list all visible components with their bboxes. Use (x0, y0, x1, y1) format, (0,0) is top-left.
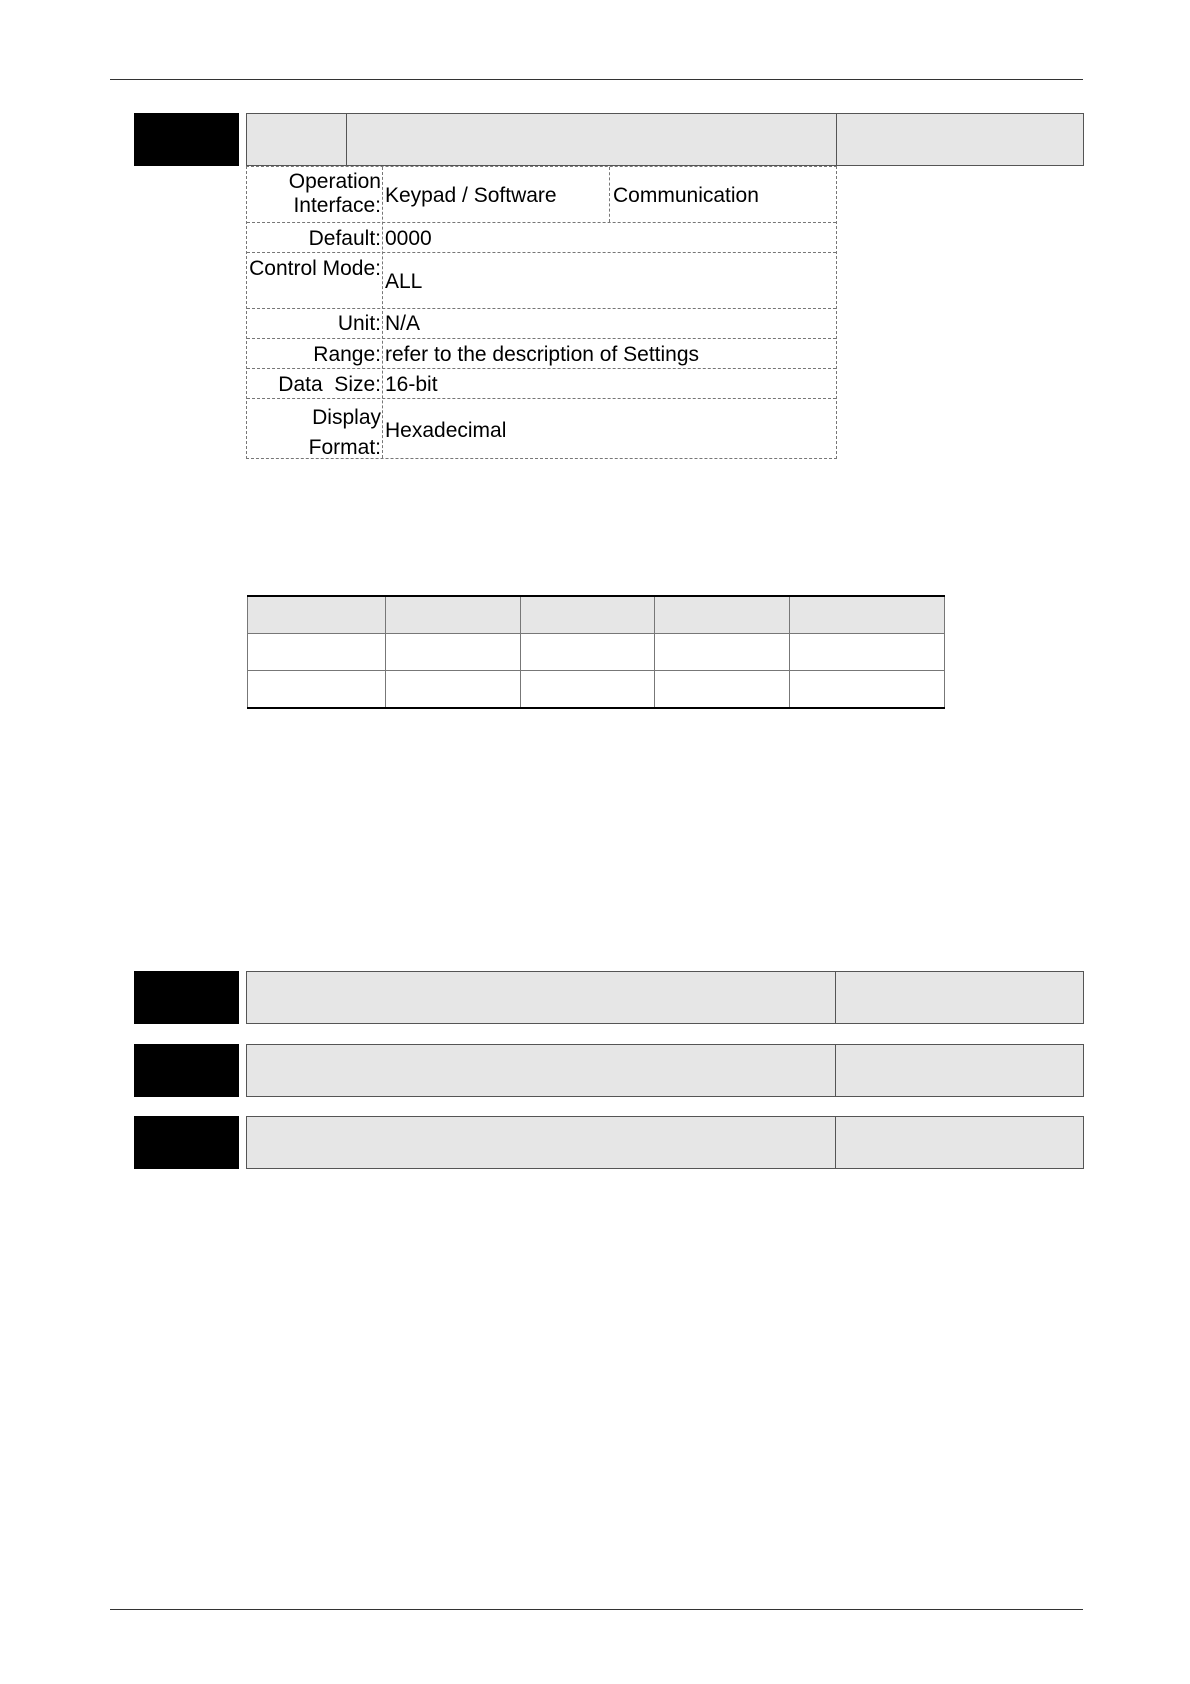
header-divider-4a (835, 1116, 836, 1169)
grid-cell (385, 634, 520, 671)
grid-cell (520, 634, 655, 671)
operation-interface-value-communication: Communication (613, 184, 759, 207)
display-format-label: Display Format: (308, 406, 381, 459)
row-data-size (247, 368, 836, 398)
grid-row (248, 671, 945, 709)
grid-row (248, 634, 945, 671)
parameter-code-block-4 (134, 1116, 239, 1169)
grid-cell (385, 596, 520, 634)
control-mode-label: Control Mode: (249, 257, 381, 280)
parameter-header-bar-3 (246, 1044, 1084, 1097)
operation-interface-label: Operation Interface: (288, 170, 381, 217)
parameter-code-block (134, 113, 239, 166)
header-divider-1 (346, 113, 347, 166)
control-mode-value: ALL (385, 270, 423, 293)
display-format-value: Hexadecimal (385, 419, 507, 442)
range-value: refer to the description of Settings (385, 343, 700, 366)
grid-cell (385, 671, 520, 709)
default-value: 0000 (385, 227, 432, 250)
grid-header-row (248, 596, 945, 634)
header-divider-2 (836, 113, 837, 166)
row-control-mode (247, 252, 836, 308)
row-unit (247, 308, 836, 338)
operation-interface-value-keypad: Keypad / Software (385, 184, 557, 207)
grid-cell (655, 596, 790, 634)
grid-cell (790, 671, 945, 709)
parameter-code-block-2 (134, 971, 239, 1024)
parameter-header-bar (246, 113, 1084, 166)
unit-value: N/A (385, 312, 421, 335)
grid-cell (790, 634, 945, 671)
settings-grid-table (247, 595, 945, 709)
parameter-property-table (246, 166, 837, 459)
range-label: Range: (313, 343, 381, 366)
header-divider-3a (835, 1044, 836, 1097)
operation-interface-separator (609, 167, 610, 222)
unit-label: Unit: (337, 312, 381, 335)
top-rule (110, 79, 1083, 80)
row-range (247, 338, 836, 368)
grid-cell (520, 671, 655, 709)
data-size-value: 16-bit (385, 373, 438, 396)
grid-cell (655, 671, 790, 709)
row-display-format (247, 398, 836, 458)
grid-cell (655, 634, 790, 671)
bottom-rule (110, 1609, 1083, 1610)
grid-cell (248, 634, 386, 671)
grid-cell (248, 671, 386, 709)
parameter-code-block-3 (134, 1044, 239, 1097)
row-default (247, 222, 836, 252)
header-divider-2a (835, 971, 836, 1024)
parameter-header-bar-4 (246, 1116, 1084, 1169)
parameter-header-bar-2 (246, 971, 1084, 1024)
data-size-label: Data Size: (278, 373, 381, 396)
default-label: Default: (308, 227, 381, 250)
grid-cell (790, 596, 945, 634)
row-operation-interface (247, 167, 836, 222)
grid-cell (520, 596, 655, 634)
grid-cell (248, 596, 386, 634)
